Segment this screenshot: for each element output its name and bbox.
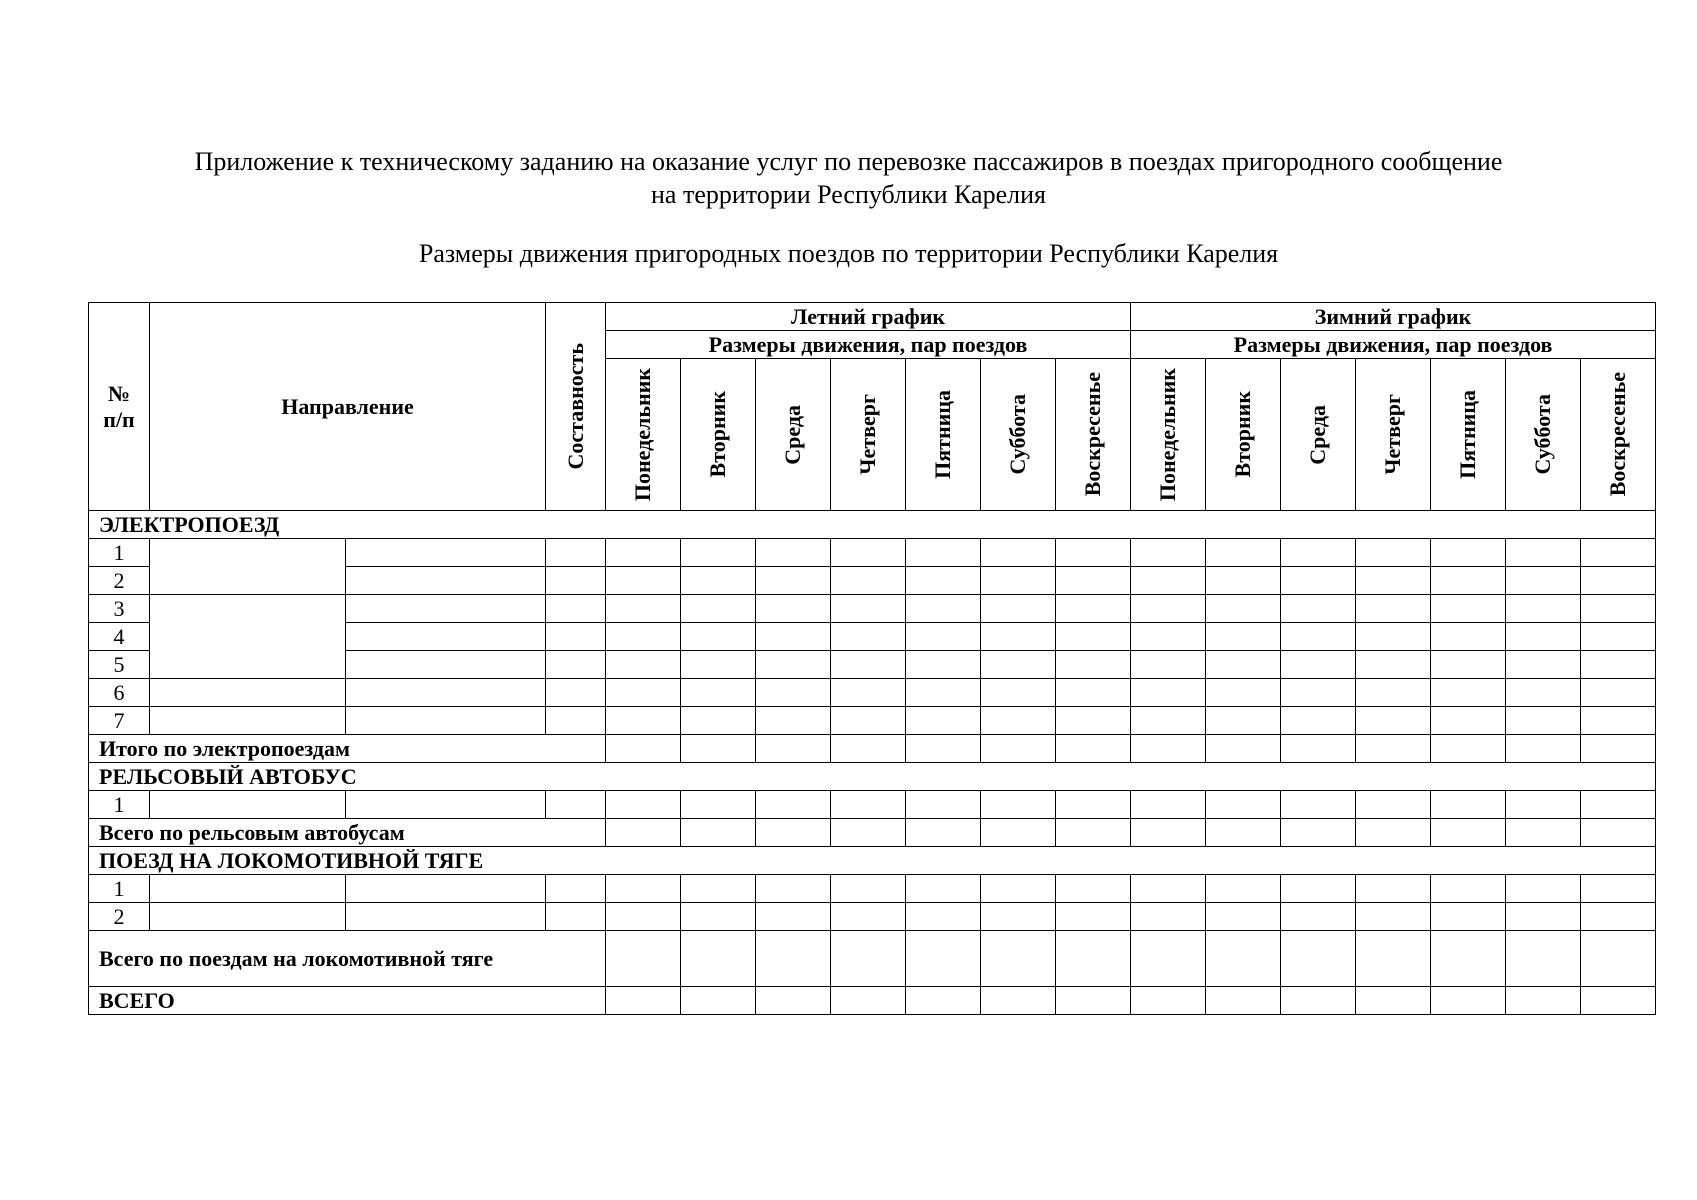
day-value-cell — [1581, 567, 1656, 595]
day-value-cell — [1206, 707, 1281, 735]
day-value-cell — [1131, 595, 1206, 623]
day-value-cell — [1356, 987, 1431, 1015]
direction-cell — [346, 875, 546, 903]
electric-row-3 — [89, 595, 1656, 623]
header-direction: Направление — [150, 303, 546, 511]
day-value-cell — [756, 875, 831, 903]
day-value-cell — [606, 539, 681, 567]
day-value-cell — [1356, 595, 1431, 623]
row-number: 1 — [89, 791, 150, 819]
section-electric — [89, 511, 1656, 539]
day-value-cell — [1431, 931, 1506, 987]
day-value-cell — [681, 987, 756, 1015]
day-value-cell — [606, 931, 681, 987]
document-title-line1: Приложение к техническому заданию на оказание услуг по перевозке пассажиров в поездах пригородного сообщение — [194, 147, 1503, 176]
composition-cell — [546, 707, 606, 735]
row-number: 5 — [89, 651, 150, 679]
direction-group-cell — [150, 903, 346, 931]
row-number: 2 — [89, 903, 150, 931]
day-value-cell — [1131, 987, 1206, 1015]
day-value-cell — [1281, 679, 1356, 707]
day-value-cell — [831, 679, 906, 707]
day-value-cell — [1206, 819, 1281, 847]
winter-day-2-label: Вторник — [1230, 391, 1256, 478]
day-value-cell — [1281, 819, 1356, 847]
day-value-cell — [1431, 791, 1506, 819]
day-value-cell — [1056, 987, 1131, 1015]
day-value-cell — [1506, 931, 1581, 987]
summer-day-4 — [831, 359, 906, 511]
day-value-cell — [831, 707, 906, 735]
direction-group-cell — [150, 595, 346, 679]
direction-cell — [346, 679, 546, 707]
day-value-cell — [1581, 819, 1656, 847]
winter-day-4-label: Четверг — [1380, 394, 1406, 475]
day-value-cell — [756, 931, 831, 987]
summer-day-6-label: Суббота — [1005, 394, 1030, 475]
day-value-cell — [1206, 567, 1281, 595]
winter-day-1 — [1131, 359, 1206, 511]
day-value-cell — [1506, 567, 1581, 595]
day-value-cell — [1506, 595, 1581, 623]
day-value-cell — [606, 651, 681, 679]
schedule-table — [88, 302, 1656, 1015]
composition-cell — [546, 567, 606, 595]
day-value-cell — [606, 707, 681, 735]
day-value-cell — [1131, 735, 1206, 763]
day-value-cell — [1506, 875, 1581, 903]
row-number: 6 — [89, 679, 150, 707]
day-value-cell — [606, 595, 681, 623]
day-value-cell — [606, 623, 681, 651]
direction-group-cell — [150, 707, 346, 735]
day-value-cell — [1131, 651, 1206, 679]
day-value-cell — [681, 875, 756, 903]
day-value-cell — [1131, 707, 1206, 735]
summer-day-2-label: Вторник — [705, 391, 730, 478]
day-value-cell — [1131, 903, 1206, 931]
day-value-cell — [756, 707, 831, 735]
day-value-cell — [1431, 623, 1506, 651]
day-value-cell — [906, 875, 981, 903]
day-value-cell — [606, 735, 681, 763]
day-value-cell — [1206, 791, 1281, 819]
day-value-cell — [606, 819, 681, 847]
day-value-cell — [1056, 791, 1131, 819]
day-value-cell — [1356, 931, 1431, 987]
day-value-cell — [1281, 567, 1356, 595]
day-value-cell — [1581, 651, 1656, 679]
day-value-cell — [1431, 875, 1506, 903]
day-value-cell — [1431, 819, 1506, 847]
day-value-cell — [1056, 595, 1131, 623]
day-value-cell — [756, 567, 831, 595]
direction-cell — [346, 903, 546, 931]
day-value-cell — [1056, 903, 1131, 931]
summer-day-4-label: Четверг — [855, 394, 880, 475]
day-value-cell — [1506, 819, 1581, 847]
day-value-cell — [1056, 567, 1131, 595]
grand-total-row — [89, 987, 1656, 1015]
day-value-cell — [831, 539, 906, 567]
day-value-cell — [981, 819, 1056, 847]
day-value-cell — [1056, 679, 1131, 707]
document-subtitle: Размеры движения пригородных поездов по территории Республики Карелия — [418, 239, 1279, 268]
section-railbus — [89, 763, 1656, 791]
day-value-cell — [981, 931, 1056, 987]
day-value-cell — [1206, 735, 1281, 763]
day-value-cell — [906, 651, 981, 679]
summer-day-3 — [756, 359, 831, 511]
day-value-cell — [906, 707, 981, 735]
day-value-cell — [981, 539, 1056, 567]
day-value-cell — [1356, 735, 1431, 763]
day-value-cell — [1431, 651, 1506, 679]
railbus-total-row — [89, 819, 1656, 847]
day-value-cell — [1581, 875, 1656, 903]
day-value-cell — [1206, 875, 1281, 903]
day-value-cell — [681, 931, 756, 987]
day-value-cell — [831, 875, 906, 903]
day-value-cell — [1056, 819, 1131, 847]
day-value-cell — [681, 623, 756, 651]
day-value-cell — [756, 791, 831, 819]
day-value-cell — [906, 539, 981, 567]
day-value-cell — [831, 931, 906, 987]
day-value-cell — [906, 791, 981, 819]
day-value-cell — [1131, 567, 1206, 595]
day-value-cell — [1206, 623, 1281, 651]
day-value-cell — [906, 735, 981, 763]
summer-day-7-label: Воскресенье — [1080, 372, 1106, 497]
day-value-cell — [1581, 539, 1656, 567]
day-value-cell — [756, 679, 831, 707]
row-number: 7 — [89, 707, 150, 735]
section-title-railbus: РЕЛЬСОВЫЙ АВТОБУС — [89, 763, 1656, 791]
day-value-cell — [1506, 791, 1581, 819]
day-value-cell — [1206, 539, 1281, 567]
day-value-cell — [756, 595, 831, 623]
day-value-cell — [1506, 735, 1581, 763]
day-value-cell — [1131, 679, 1206, 707]
day-value-cell — [681, 567, 756, 595]
day-value-cell — [1356, 875, 1431, 903]
day-value-cell — [1206, 931, 1281, 987]
day-value-cell — [1506, 679, 1581, 707]
day-value-cell — [906, 679, 981, 707]
day-value-cell — [756, 651, 831, 679]
day-value-cell — [1356, 567, 1431, 595]
winter-day-5 — [1431, 359, 1506, 511]
composition-cell — [546, 791, 606, 819]
day-value-cell — [1206, 595, 1281, 623]
day-value-cell — [756, 735, 831, 763]
day-value-cell — [1056, 735, 1131, 763]
summer-day-5 — [906, 359, 981, 511]
day-value-cell — [981, 987, 1056, 1015]
loco-row-1 — [89, 875, 1656, 903]
day-value-cell — [1281, 539, 1356, 567]
day-value-cell — [1581, 987, 1656, 1015]
direction-group-cell — [150, 791, 346, 819]
direction-cell — [346, 567, 546, 595]
day-value-cell — [681, 819, 756, 847]
day-value-cell — [1356, 623, 1431, 651]
summer-day-2 — [681, 359, 756, 511]
day-value-cell — [1056, 707, 1131, 735]
day-value-cell — [1431, 735, 1506, 763]
winter-day-4 — [1356, 359, 1431, 511]
day-value-cell — [606, 987, 681, 1015]
day-value-cell — [1506, 623, 1581, 651]
day-value-cell — [906, 987, 981, 1015]
electric-total-row — [89, 735, 1656, 763]
direction-cell — [346, 539, 546, 567]
summer-day-1-label: Понедельник — [630, 367, 655, 502]
day-value-cell — [981, 651, 1056, 679]
header-summer: Летний график — [606, 303, 1131, 331]
day-value-cell — [981, 595, 1056, 623]
day-value-cell — [831, 987, 906, 1015]
direction-cell — [346, 707, 546, 735]
day-value-cell — [981, 791, 1056, 819]
day-value-cell — [681, 791, 756, 819]
day-value-cell — [1056, 875, 1131, 903]
day-value-cell — [1056, 539, 1131, 567]
day-value-cell — [906, 595, 981, 623]
day-value-cell — [681, 735, 756, 763]
day-value-cell — [1506, 651, 1581, 679]
day-value-cell — [981, 707, 1056, 735]
composition-cell — [546, 539, 606, 567]
header-composition-label: Составность — [562, 343, 588, 470]
composition-cell — [546, 623, 606, 651]
day-value-cell — [1131, 931, 1206, 987]
day-value-cell — [831, 567, 906, 595]
winter-day-2 — [1206, 359, 1281, 511]
day-value-cell — [1131, 539, 1206, 567]
row-number: 3 — [89, 595, 150, 623]
winter-day-7-label: Воскресенье — [1605, 372, 1631, 497]
loco-total-label: Всего по поездам на локомотивной тяге — [89, 931, 606, 987]
winter-day-7 — [1581, 359, 1656, 511]
composition-cell — [546, 875, 606, 903]
day-value-cell — [1281, 791, 1356, 819]
day-value-cell — [681, 595, 756, 623]
day-value-cell — [1506, 903, 1581, 931]
direction-group-cell — [150, 875, 346, 903]
composition-cell — [546, 679, 606, 707]
day-value-cell — [831, 819, 906, 847]
day-value-cell — [981, 567, 1056, 595]
day-value-cell — [831, 623, 906, 651]
row-number: 4 — [89, 623, 150, 651]
day-value-cell — [681, 539, 756, 567]
day-value-cell — [1206, 679, 1281, 707]
loco-total-row — [89, 931, 1656, 987]
header-row-1 — [89, 303, 1656, 331]
day-value-cell — [1281, 735, 1356, 763]
summer-day-6 — [981, 359, 1056, 511]
winter-day-1-label: Понедельник — [1155, 367, 1181, 502]
direction-cell — [346, 791, 546, 819]
winter-day-6-label: Суббота — [1530, 394, 1556, 475]
direction-group-cell — [150, 679, 346, 707]
day-value-cell — [1056, 623, 1131, 651]
day-value-cell — [906, 931, 981, 987]
electric-row-6 — [89, 679, 1656, 707]
day-value-cell — [981, 679, 1056, 707]
document-title-line2: на территории Республики Карелия — [651, 180, 1046, 209]
day-value-cell — [1356, 791, 1431, 819]
day-value-cell — [1581, 903, 1656, 931]
day-value-cell — [1281, 595, 1356, 623]
electric-row-1 — [89, 539, 1656, 567]
header-winter: Зимний график — [1131, 303, 1656, 331]
day-value-cell — [981, 875, 1056, 903]
day-value-cell — [1206, 651, 1281, 679]
winter-day-3 — [1281, 359, 1356, 511]
day-value-cell — [1581, 623, 1656, 651]
day-value-cell — [1281, 931, 1356, 987]
header-number: № п/п — [89, 303, 150, 511]
day-value-cell — [681, 707, 756, 735]
day-value-cell — [1056, 931, 1131, 987]
day-value-cell — [831, 903, 906, 931]
day-value-cell — [1356, 679, 1431, 707]
day-value-cell — [906, 623, 981, 651]
day-value-cell — [906, 903, 981, 931]
day-value-cell — [1281, 707, 1356, 735]
day-value-cell — [1431, 707, 1506, 735]
day-value-cell — [1131, 875, 1206, 903]
day-value-cell — [756, 539, 831, 567]
day-value-cell — [831, 651, 906, 679]
summer-day-5-label: Пятница — [930, 390, 955, 479]
electric-row-7 — [89, 707, 1656, 735]
railbus-row-1 — [89, 791, 1656, 819]
day-value-cell — [1281, 623, 1356, 651]
summer-day-3-label: Среда — [780, 404, 805, 465]
day-value-cell — [681, 651, 756, 679]
row-number: 1 — [89, 875, 150, 903]
day-value-cell — [606, 679, 681, 707]
section-loco — [89, 847, 1656, 875]
day-value-cell — [606, 875, 681, 903]
summer-day-1 — [606, 359, 681, 511]
header-summer-sizes: Размеры движения, пар поездов — [606, 331, 1131, 359]
day-value-cell — [1431, 595, 1506, 623]
composition-cell — [546, 903, 606, 931]
day-value-cell — [756, 903, 831, 931]
day-value-cell — [1281, 651, 1356, 679]
day-value-cell — [981, 903, 1056, 931]
day-value-cell — [681, 903, 756, 931]
railbus-total-label: Всего по рельсовым автобусам — [89, 819, 606, 847]
day-value-cell — [831, 735, 906, 763]
day-value-cell — [756, 623, 831, 651]
day-value-cell — [606, 567, 681, 595]
direction-group-cell — [150, 539, 346, 595]
day-value-cell — [1356, 903, 1431, 931]
day-value-cell — [1581, 735, 1656, 763]
day-value-cell — [1131, 819, 1206, 847]
day-value-cell — [756, 819, 831, 847]
electric-total-label: Итого по электропоездам — [89, 735, 606, 763]
day-value-cell — [1581, 595, 1656, 623]
day-value-cell — [1356, 819, 1431, 847]
direction-cell — [346, 651, 546, 679]
day-value-cell — [1281, 903, 1356, 931]
day-value-cell — [1431, 679, 1506, 707]
day-value-cell — [1281, 987, 1356, 1015]
section-title-electric: ЭЛЕКТРОПОЕЗД — [89, 511, 1656, 539]
day-value-cell — [1431, 987, 1506, 1015]
direction-cell — [346, 623, 546, 651]
winter-day-6 — [1506, 359, 1581, 511]
direction-cell — [346, 595, 546, 623]
day-value-cell — [1431, 539, 1506, 567]
row-number: 1 — [89, 539, 150, 567]
day-value-cell — [1206, 903, 1281, 931]
day-value-cell — [906, 567, 981, 595]
day-value-cell — [1206, 987, 1281, 1015]
header-composition — [546, 303, 606, 511]
day-value-cell — [981, 735, 1056, 763]
day-value-cell — [831, 595, 906, 623]
day-value-cell — [1356, 651, 1431, 679]
day-value-cell — [1581, 707, 1656, 735]
day-value-cell — [1581, 791, 1656, 819]
summer-day-7 — [1056, 359, 1131, 511]
day-value-cell — [1056, 651, 1131, 679]
day-value-cell — [981, 623, 1056, 651]
grand-total-label: ВСЕГО — [89, 987, 606, 1015]
composition-cell — [546, 651, 606, 679]
section-title-loco: ПОЕЗД НА ЛОКОМОТИВНОЙ ТЯГЕ — [89, 847, 1656, 875]
header-winter-sizes: Размеры движения, пар поездов — [1131, 331, 1656, 359]
day-value-cell — [606, 791, 681, 819]
day-value-cell — [1506, 707, 1581, 735]
day-value-cell — [1131, 623, 1206, 651]
row-number: 2 — [89, 567, 150, 595]
day-value-cell — [1581, 931, 1656, 987]
day-value-cell — [756, 987, 831, 1015]
day-value-cell — [1356, 707, 1431, 735]
day-value-cell — [1131, 791, 1206, 819]
day-value-cell — [681, 679, 756, 707]
loco-row-2 — [89, 903, 1656, 931]
day-value-cell — [606, 903, 681, 931]
day-value-cell — [831, 791, 906, 819]
composition-cell — [546, 595, 606, 623]
day-value-cell — [906, 819, 981, 847]
day-value-cell — [1581, 679, 1656, 707]
day-value-cell — [1281, 875, 1356, 903]
day-value-cell — [1506, 539, 1581, 567]
winter-day-3-label: Среда — [1305, 404, 1331, 465]
day-value-cell — [1431, 903, 1506, 931]
winter-day-5-label: Пятница — [1455, 390, 1481, 479]
day-value-cell — [1506, 987, 1581, 1015]
day-value-cell — [1431, 567, 1506, 595]
day-value-cell — [1356, 539, 1431, 567]
